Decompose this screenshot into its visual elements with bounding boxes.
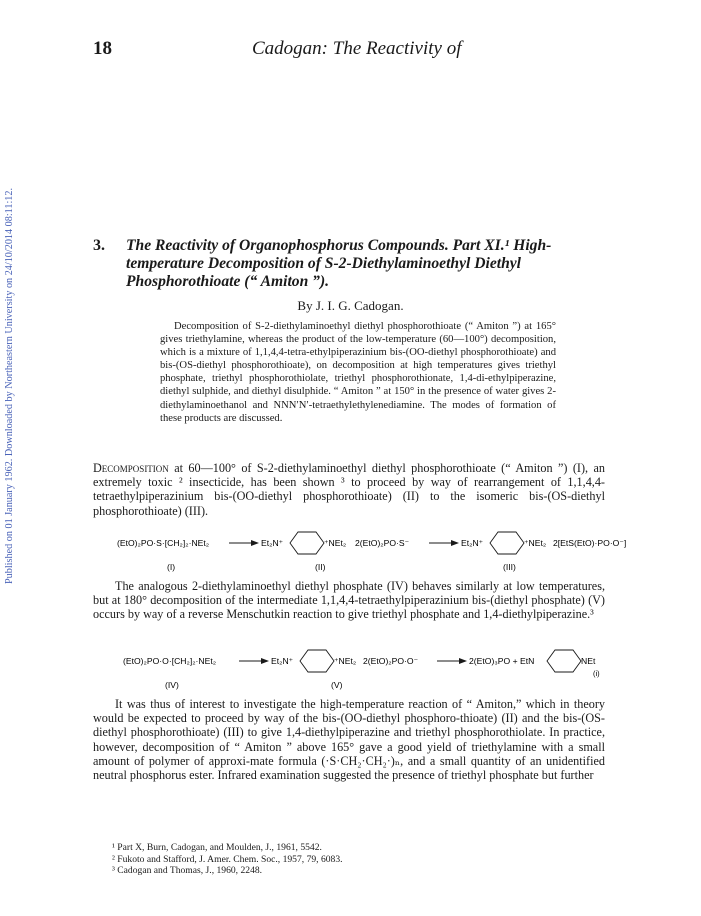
byline: By J. I. G. Cadogan. (297, 298, 404, 313)
page-number: 18 (93, 38, 112, 59)
footnote-2: ² Fukoto and Stafford, J. Amer. Chem. Soc., 1957, 79, 6083. (112, 853, 343, 865)
scheme1-ring-left-2: Et₂N⁺ (461, 538, 484, 548)
scheme2-intermediate-anion: 2(EtO)₂PO·O⁻ (363, 656, 419, 666)
publication-note[interactable]: Published on 01 January 1962. Downloaded by Northeastern University on 24/10/2014 08:11:12. (4, 187, 15, 584)
paragraph-2-text: The analogous 2-diethylaminoethyl diethyl phosphate (IV) behaves similarly at low temperatures, but at 180° decomposition of the intermediate 1,1,4,4-tetraethylpiperazinium bis-(diethyl phosphate) (V) occurs by way of a reverse Menschutkin reaction to give triethyl phosphate and 1,4-diethylpiperazine.³ (93, 579, 605, 622)
scheme1-ring-right-2: ⁺NEt₂ (524, 538, 547, 548)
compound-label-I: (I) (167, 562, 176, 572)
equation-label: (i) (593, 669, 600, 678)
paragraph-2 (93, 579, 605, 622)
footnotes (112, 842, 592, 877)
scheme2-reactant: (EtO)₂PO·O·[CH₂]₂·NEt₂ (123, 656, 217, 666)
abstract (160, 320, 556, 425)
paragraph-1-lead: Decomposition (93, 461, 169, 475)
scheme2-ring-right: ⁺NEt₂ (334, 656, 357, 666)
scheme1-intermediate-anion: 2(EtO)₂PO·S⁻ (355, 538, 410, 548)
article-title: The Reactivity of Organophosphorus Compounds. Part XI.¹ High-temperature Decomposition of S-2-Diethylaminoethyl Diethyl Phosphorothioate (“ Amiton ”). (126, 237, 552, 290)
reaction-scheme-2 (93, 648, 605, 694)
scheme2-product-b: NEt (581, 656, 596, 666)
scheme2-product-a: 2(EtO)₃PO + EtN (469, 656, 535, 666)
article-number: 3. (93, 237, 105, 254)
scheme1-piperazinium-ring-2 (490, 532, 524, 554)
reaction-scheme-1 (93, 530, 627, 576)
compound-label-IV: (IV) (165, 680, 179, 690)
scheme2-piperazine-ring (547, 650, 581, 672)
scheme1-arrowhead-2 (451, 540, 459, 546)
scheme2-ring-left: Et₂N⁺ (271, 656, 294, 666)
scheme2-arrowhead-1 (261, 658, 269, 664)
footnote-1: ¹ Part X, Burn, Cadogan, and Moulden, J., 1961, 5542. (112, 842, 322, 853)
paragraph-1 (93, 461, 605, 518)
scheme1-product-anion: 2[EtS(EtO)·PO·O⁻] (553, 538, 627, 548)
paragraph-3-text: It was thus of interest to investigate the high-temperature reaction of “ Amiton,” which in theory would be expected to proceed by way of the bis-(OO-diethyl phosphoro-thioate) (II) and the bis-(OS-diethyl phosphorothioate) (III) to give 1,4-diethylpiperazine and triethyl phosphorothiolate. In practice, however, decomposition of “ Amiton ” above 165° gave a good yield of triethylamine with a small amount of polymer of approxi-mate formula (·S·CH₂·CH₂·)ₙ, and a small quantity of an unidentified neutral phosphorus ester. Infrared examination suggested the presence of triethyl phosphate but further (93, 697, 605, 783)
paragraph-1-text: at 60—100° of S-2-diethylaminoethyl diethyl phosphorothioate (“ Amiton ”) (I), an extremely toxic ² insecticide, has been shown ³ to proceed by way of rearrangement of 1,1,4,4-tetraethylpiperazinium bis-(OO-diethyl phosphorothioate) (II) to the isomeric bis-(OS-diethyl phosphorothioate) (III). (93, 461, 605, 518)
compound-label-II: (II) (315, 562, 326, 572)
scheme1-arrowhead-1 (251, 540, 259, 546)
scheme1-ring-right: ⁺NEt₂ (324, 538, 347, 548)
scheme1-ring-left: Et₂N⁺ (261, 538, 284, 548)
paragraph-3 (93, 697, 605, 782)
compound-label-V: (V) (331, 680, 343, 690)
scheme2-piperazinium-ring (300, 650, 334, 672)
scheme2-arrowhead-2 (459, 658, 467, 664)
compound-label-III: (III) (503, 562, 516, 572)
scheme1-reactant: (EtO)₂PO·S·[CH₂]₂·NEt₂ (117, 538, 210, 548)
footnote-3: ³ Cadogan and Thomas, J., 1960, 2248. (112, 865, 263, 876)
scheme1-piperazinium-ring (290, 532, 324, 554)
abstract-text: Decomposition of S-2-diethylaminoethyl diethyl phosphorothioate (“ Amiton ”) at 165° gives triethylamine, whereas the product of the low-temperature (60—100°) decomposition, which is a mixture of 1,1,4,4-tetra-ethylpiperazinium bis-(OO-diethyl phosphorothioate) and bis-(OS-diethyl phosphorothioate), on decomposition at high temperatures gives triethyl phosphate, triethyl phosphorothiolate, triethyl phosphorothionate, 1,4-di-ethylpiperazine, diethyl sulphide, and diethyl disulphide. “ Amiton ” at 150° in the presence of water gives 2-diethylaminoethanol and NNN′N′-tetraethylethylenediamine. The modes of formation of these products are discussed. (160, 321, 556, 424)
running-head: Cadogan: The Reactivity of (252, 38, 462, 59)
